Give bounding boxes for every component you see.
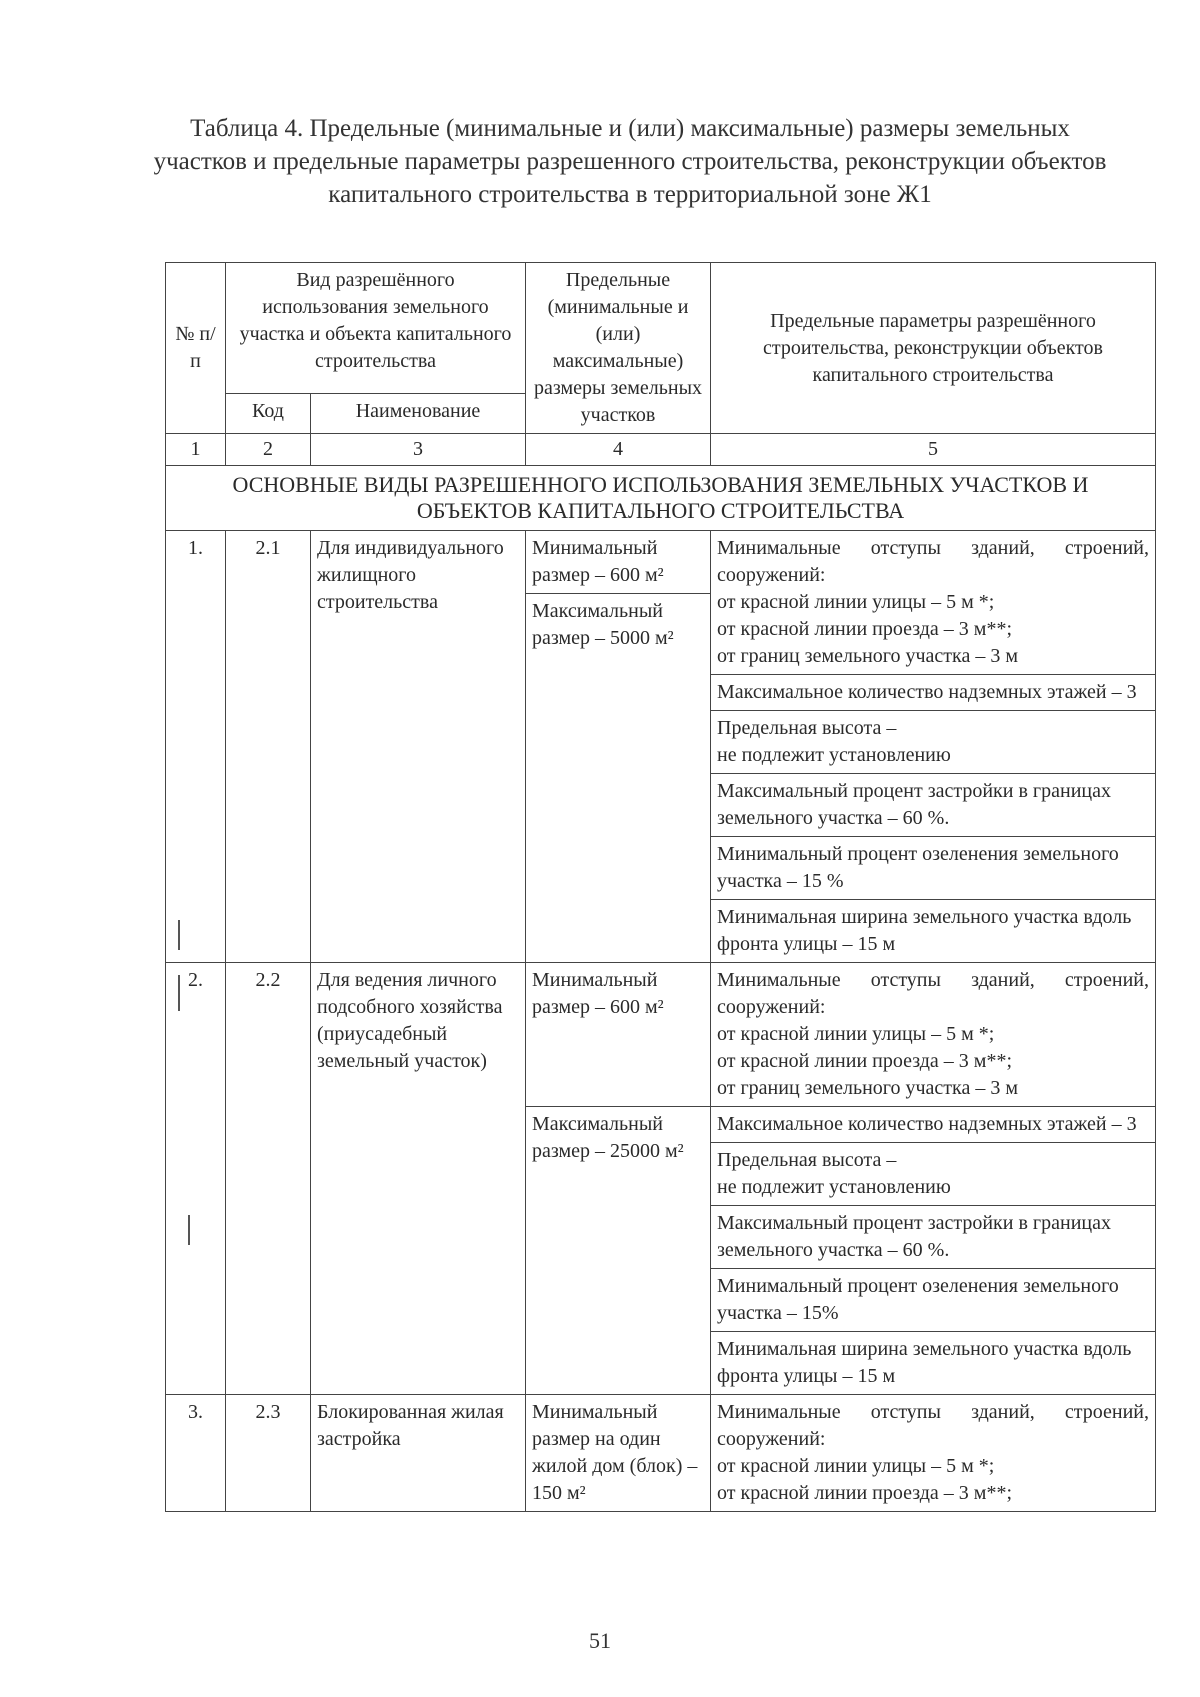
row-code: 2.3: [226, 1395, 311, 1512]
size-max: Максимальный размер – 25000 м²: [526, 1107, 711, 1395]
col-number: 3: [311, 434, 526, 466]
row-sizes: [526, 531, 711, 963]
param-cell: Максимальное количество надземных этажей – 3: [711, 675, 1156, 711]
param-cell: Минимальная ширина земельного участка вдоль фронта улицы – 15 м: [711, 900, 1156, 963]
header-num: № п/п: [166, 263, 226, 434]
size-min: Минимальный размер на один жилой дом (блок) –150 м²: [526, 1395, 711, 1512]
table-title: Таблица 4. Предельные (минимальные и (или) максимальные) размеры земельных участков и предельные параметры разрешенного строительства, реконструкции объектов капитального строительства в территориальной зоне Ж1: [153, 115, 1107, 208]
row-name: Блокированная жилая застройка: [311, 1395, 526, 1512]
page-number: 51: [589, 1628, 611, 1653]
param-cell: Максимальный процент застройки в границах земельного участка – 60 %.: [711, 774, 1156, 837]
param-cell: Минимальная ширина земельного участка вдоль фронта улицы – 15 м: [711, 1332, 1156, 1395]
header-row: [166, 263, 1156, 394]
column-numbers-row: [166, 434, 1156, 466]
col-number: 2: [226, 434, 311, 466]
col-number: 5: [711, 434, 1156, 466]
row-name: Для индивидуального жилищного строительства: [311, 531, 526, 963]
size-min: Минимальный размер – 600 м²: [526, 531, 710, 594]
section-title: ОСНОВНЫЕ ВИДЫ РАЗРЕШЕННОГО ИСПОЛЬЗОВАНИЯ ЗЕМЕЛЬНЫХ УЧАСТКОВ И ОБЪЕКТОВ КАПИТАЛЬНОГО СТРОИТЕЛЬСТВА: [166, 466, 1156, 531]
col-number: 4: [526, 434, 711, 466]
scan-artifact: [178, 975, 180, 1011]
table-row: [166, 963, 1156, 1107]
param-cell: Минимальный процент озеленения земельного участка – 15 %: [711, 837, 1156, 900]
header-params: Предельные параметры разрешённого строительства, реконструкции объектов капитального строительства: [711, 263, 1156, 434]
size-max: Максимальный размер – 5000 м²: [532, 600, 674, 649]
param-cell: Минимальные отступы зданий, строений, сооружений: от красной линии улицы – 5 м *; от красной линии проезда – 3 м**; от границ земельного участка – 3 м: [711, 531, 1156, 675]
param-cell: Минимальные отступы зданий, строений, сооружений: от красной линии улицы – 5 м *; от красной линии проезда – 3 м**; от границ земельного участка – 3 м: [711, 963, 1156, 1107]
param-cell: Предельная высота – не подлежит установлению: [711, 1143, 1156, 1206]
param-cell: Минимальные отступы зданий, строений, сооружений: от красной линии улицы – 5 м *; от красной линии проезда – 3 м**;: [711, 1395, 1156, 1512]
param-cell: Максимальный процент застройки в границах земельного участка – 60 %.: [711, 1206, 1156, 1269]
row-name: Для ведения личного подсобного хозяйства (приусадебный земельный участок): [311, 963, 526, 1395]
scan-artifact: [178, 920, 180, 950]
header-use-type: Вид разрешённого использования земельного участка и объекта капитального строительства: [226, 263, 526, 394]
param-cell: Минимальный процент озеленения земельного участка – 15%: [711, 1269, 1156, 1332]
param-cell: Предельная высота – не подлежит установлению: [711, 711, 1156, 774]
row-num: 2.: [166, 963, 226, 1395]
table-row: [166, 1395, 1156, 1512]
row-code: 2.2: [226, 963, 311, 1395]
scan-artifact: [188, 1215, 190, 1245]
zoning-table: [165, 262, 1156, 1512]
section-row: [166, 466, 1156, 531]
param-cell: Максимальное количество надземных этажей – 3: [711, 1107, 1156, 1143]
row-num: 3.: [166, 1395, 226, 1512]
header-name: Наименование: [311, 393, 526, 433]
size-min: Минимальный размер – 600 м²: [526, 963, 711, 1107]
row-code: 2.1: [226, 531, 311, 963]
col-number: 1: [166, 434, 226, 466]
header-code: Код: [226, 393, 311, 433]
header-sizes: Предельные (минимальные и (или) максимальные) размеры земельных участков: [526, 263, 711, 434]
row-num: 1.: [166, 531, 226, 963]
table-row: [166, 531, 1156, 675]
